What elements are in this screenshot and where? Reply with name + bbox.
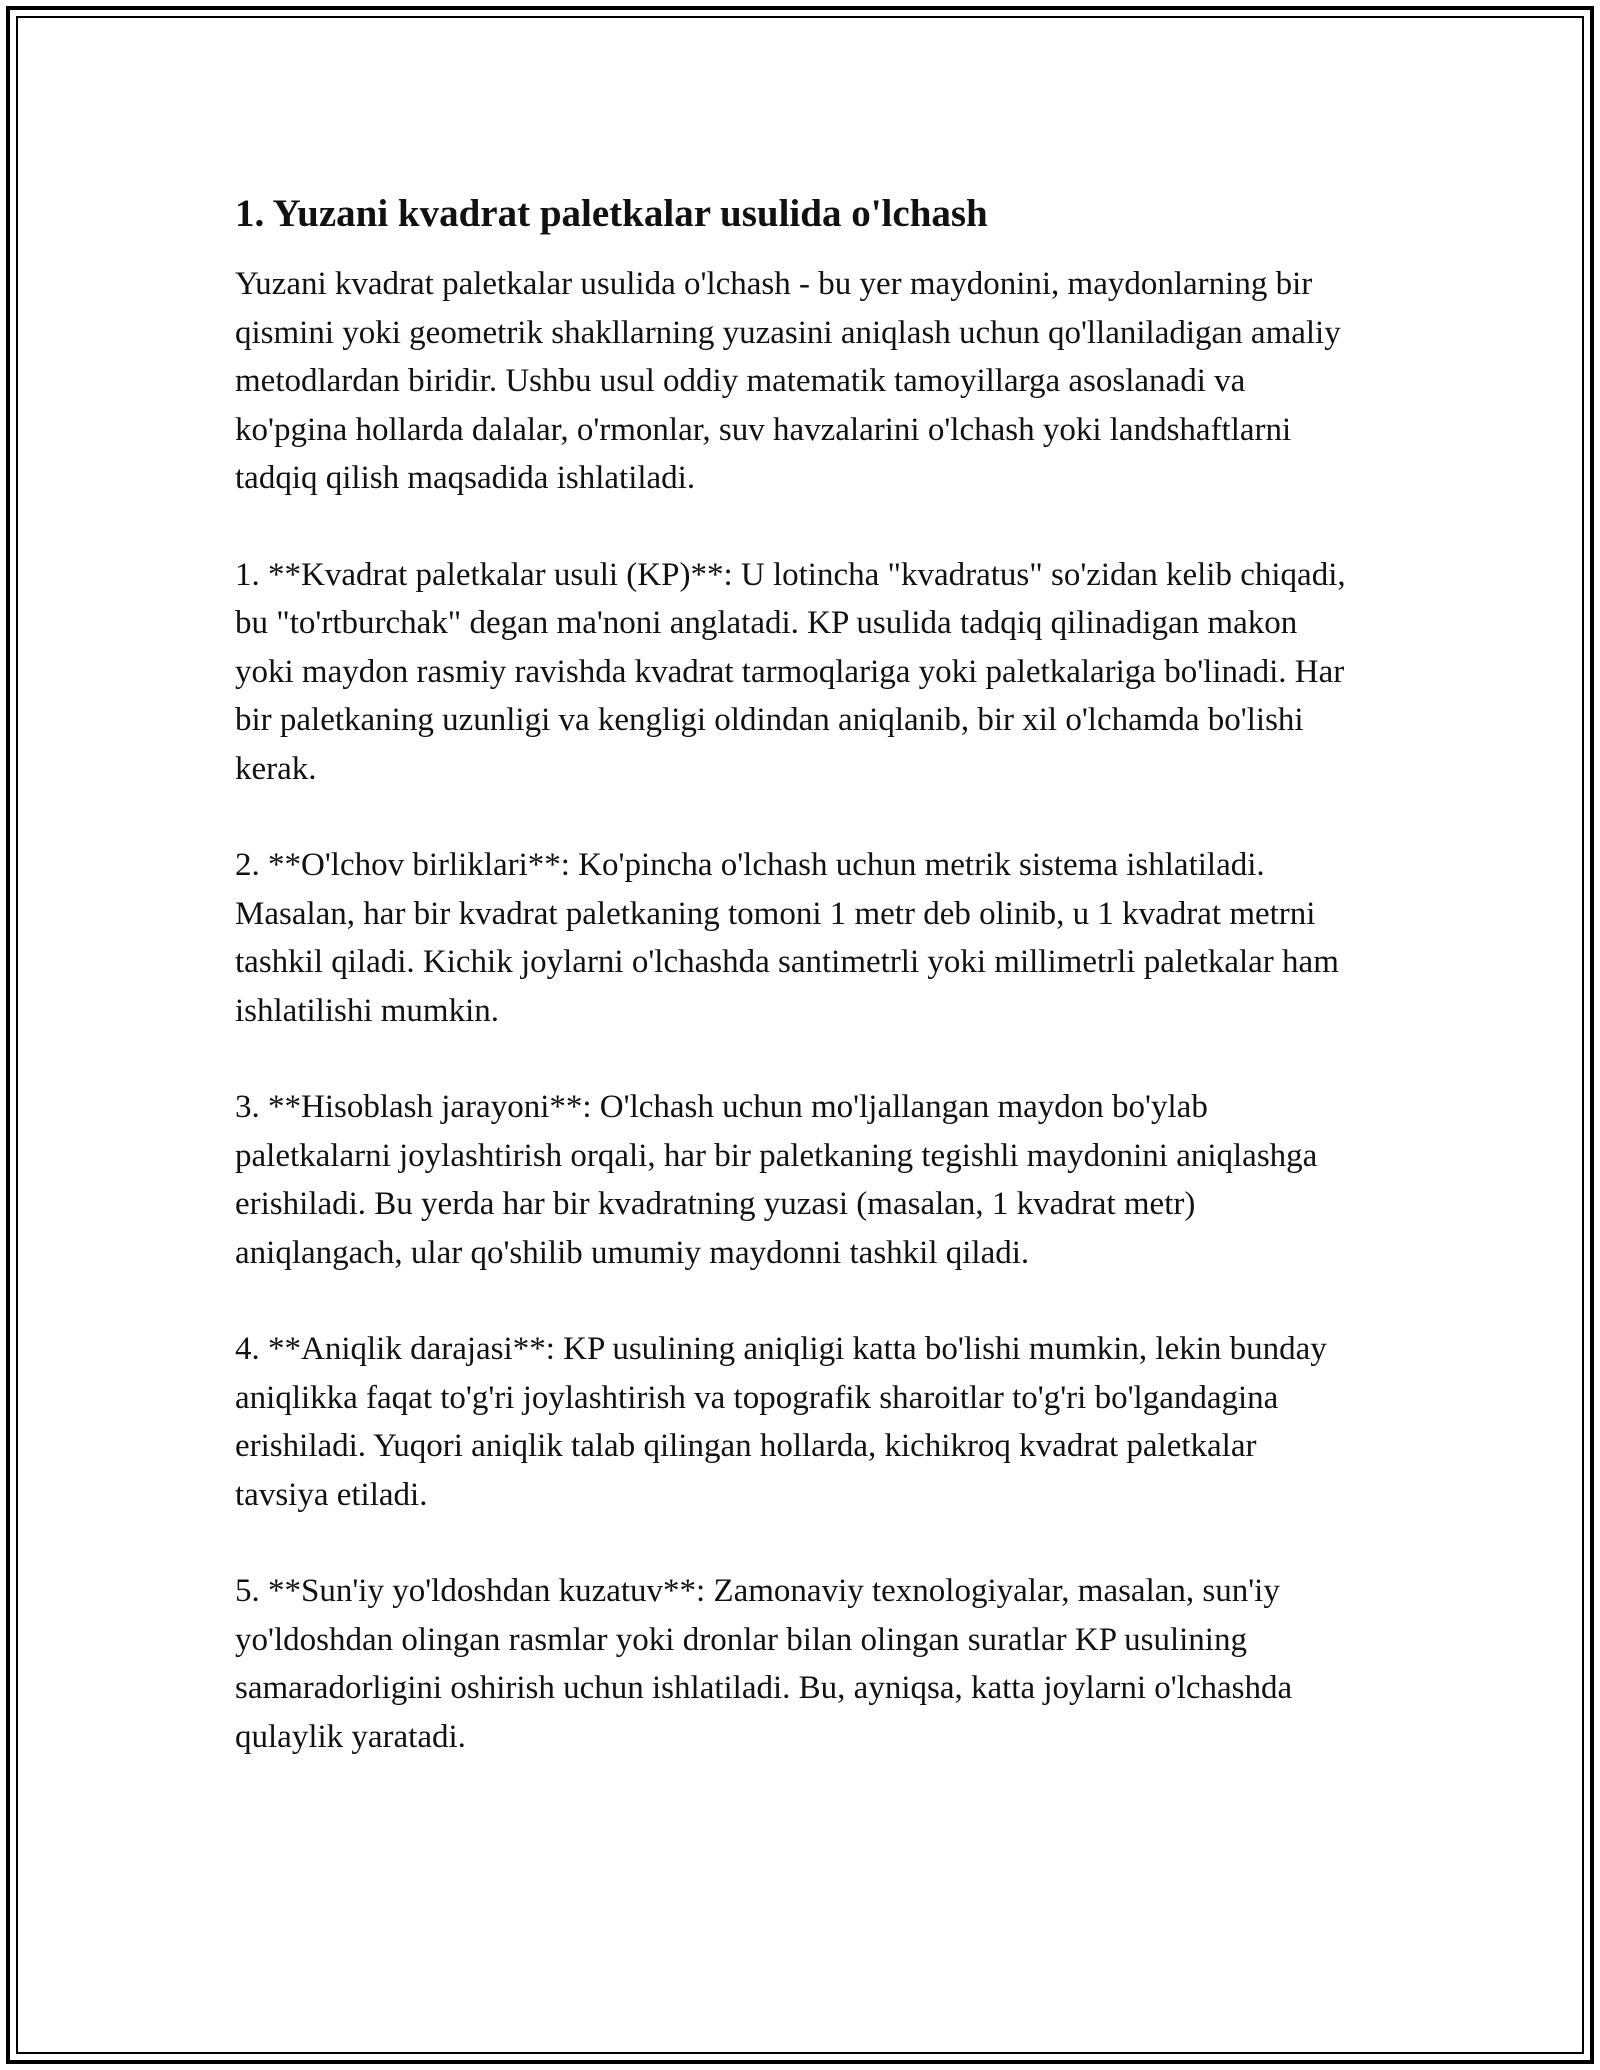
item-4-paragraph: 4. **Aniqlik darajasi**: KP usulining aniqligi katta bo'lishi mumkin, lekin bunday aniqlikka faqat to'g'ri joylashtirish va topografik sharoitlar to'g'ri bo'lgandagina erishiladi. Yuqori aniqlik talab qilingan hollarda, kichikroq kvadrat paletkalar tavsiya etiladi. — [235, 1331, 1327, 1513]
item-5-paragraph: 5. **Sun'iy yo'ldoshdan kuzatuv**: Zamonaviy texnologiyalar, masalan, sun'iy yo'ldoshdan olingan rasmlar yoki dronlar bilan olingan suratlar KP usulining samaradorligini oshirish uchun ishlatiladi. Bu, ayniqsa, katta joylarni o'lchashda qulaylik yaratadi. — [235, 1573, 1293, 1755]
intro-paragraph: Yuzani kvadrat paletkalar usulida o'lchash - bu yer maydonini, maydonlarning bir qismini yoki geometrik shakllarning yuzasini aniqlash uchun qo'llaniladigan amaliy metodlardan biridir. Ushbu usul oddiy matematik tamoyillarga asoslanadi va ko'pgina hollarda dalalar, o'rmonlar, suv havzalarini o'lchash yoki landshaftlarni tadqiq qilish maqsadida ishlatiladi. — [235, 266, 1341, 496]
item-2-paragraph: 2. **O'lchov birliklari**: Ko'pincha o'lchash uchun metrik sistema ishlatiladi. Masalan, har bir kvadrat paletkaning tomoni 1 metr deb olinib, u 1 kvadrat metrni tashkil qiladi. Kichik joylarni o'lchashda santimetrli yoki millimetrli paletkalar ham ishlatilishi mumkin. — [235, 847, 1339, 1029]
section-heading: 1. Yuzani kvadrat paletkalar usulida o'lchash — [235, 192, 988, 235]
item-1-paragraph: 1. **Kvadrat paletkalar usuli (KP)**: U lotincha "kvadratus" so'zidan kelib chiqadi, bu "to'rtburchak" degan ma'noni anglatadi. KP usulida tadqiq qilinadigan makon yoki maydon rasmiy ravishda kvadrat tarmoqlariga yoki paletkalariga bo'linadi. Har bir paletkaning uzunligi va kengligi oldindan aniqlanib, bir xil o'lchamda bo'lishi kerak. — [235, 556, 1346, 787]
document-body — [235, 186, 1355, 1761]
item-3-paragraph: 3. **Hisoblash jarayoni**: O'lchash uchun mo'ljallangan maydon bo'ylab paletkalarni joylashtirish orqali, har bir paletkaning tegishli maydonini aniqlashga erishiladi. Bu yerda har bir kvadratning yuzasi (masalan, 1 kvadrat metr) aniqlangach, ular qo'shilib umumiy maydonni tashkil qiladi. — [235, 1089, 1318, 1271]
